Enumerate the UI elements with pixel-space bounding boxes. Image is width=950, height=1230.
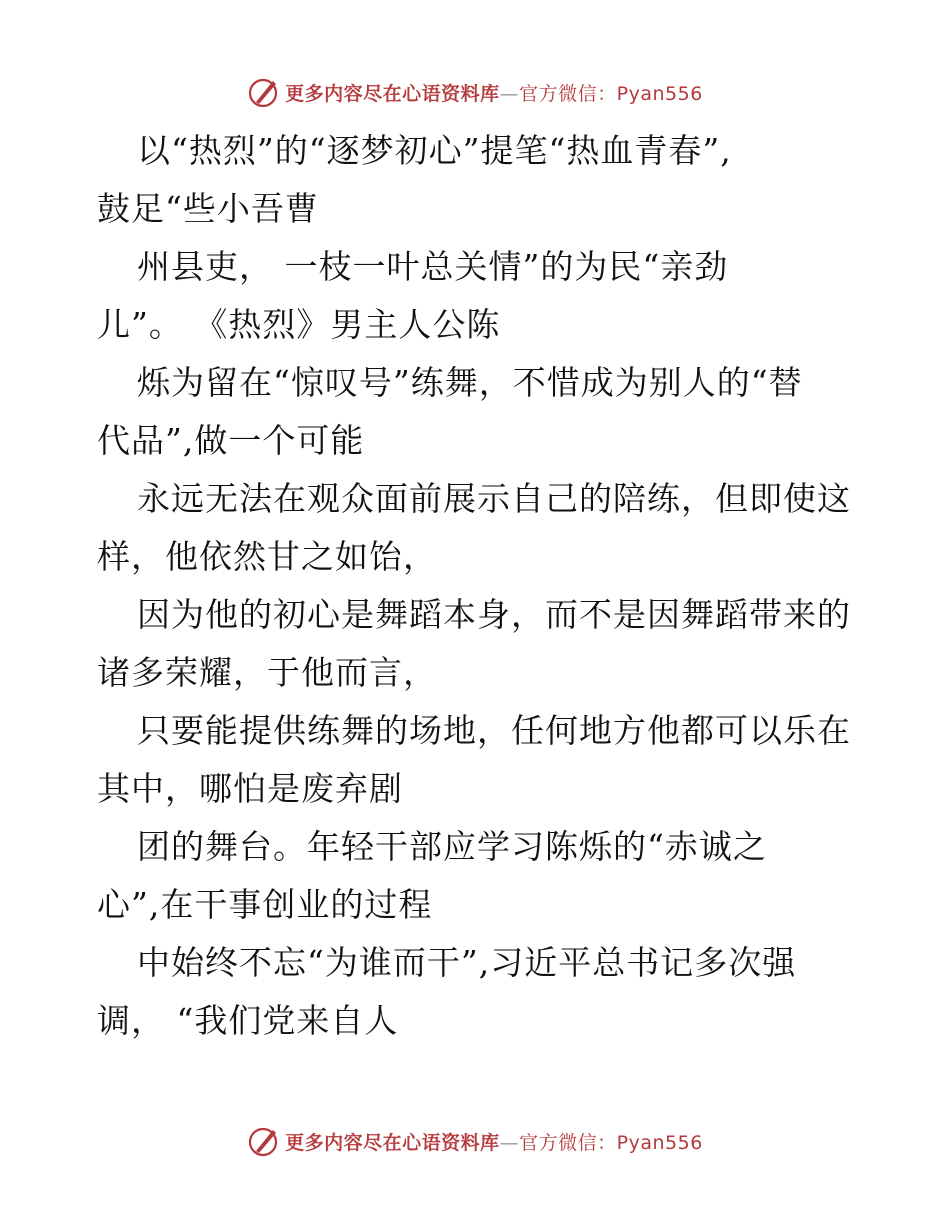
watermark-separator: — [499, 82, 520, 105]
text-line: 中始终不忘“为谁而干”,习近平总书记多次强 [137, 943, 797, 982]
text-line: 心”,在干事创业的过程 [97, 885, 433, 924]
text-line: 鼓足“些小吾曹 [97, 189, 319, 228]
text-line: 永远无法在观众面前展示自己的陪练，但即使这 [137, 479, 851, 518]
text-line: 样，他依然甘之如饴， [97, 537, 437, 576]
text-line: 烁为留在“惊叹号”练舞，不惜成为别人的“替 [137, 363, 803, 402]
text-line: 团的舞台。年轻干部应学习陈烁的“赤诚之 [137, 827, 767, 866]
watermark-wechat: 官方微信：Pyan556 [519, 82, 703, 105]
text-line: 州县吏， 一枝一叶总关情”的为民“亲劲 [137, 247, 729, 286]
document-body [97, 122, 857, 1050]
watermark-title: 更多内容尽在心语资料库 [285, 82, 500, 105]
text-line: 以“热烈”的“逐梦初心”提笔“热血青春”, [137, 131, 732, 170]
text-line: 其中，哪怕是废弃剧 [97, 769, 403, 808]
header-watermark [0, 72, 950, 112]
watermark-separator: — [499, 1131, 520, 1154]
watermark-title: 更多内容尽在心语资料库 [285, 1131, 500, 1154]
footer-watermark [0, 1121, 950, 1161]
quill-logo-icon [247, 1124, 281, 1158]
text-line: 调， “我们党来自人 [97, 1001, 399, 1040]
text-line: 代品”,做一个可能 [97, 421, 365, 460]
text-line: 诸多荣耀，于他而言， [97, 653, 437, 692]
quill-logo-icon [247, 75, 281, 109]
text-line: 因为他的初心是舞蹈本身，而不是因舞蹈带来的 [137, 595, 851, 634]
text-line: 儿”。 《热烈》男主人公陈 [97, 305, 501, 344]
watermark-wechat: 官方微信：Pyan556 [519, 1131, 703, 1154]
text-line: 只要能提供练舞的场地，任何地方他都可以乐在 [137, 711, 851, 750]
